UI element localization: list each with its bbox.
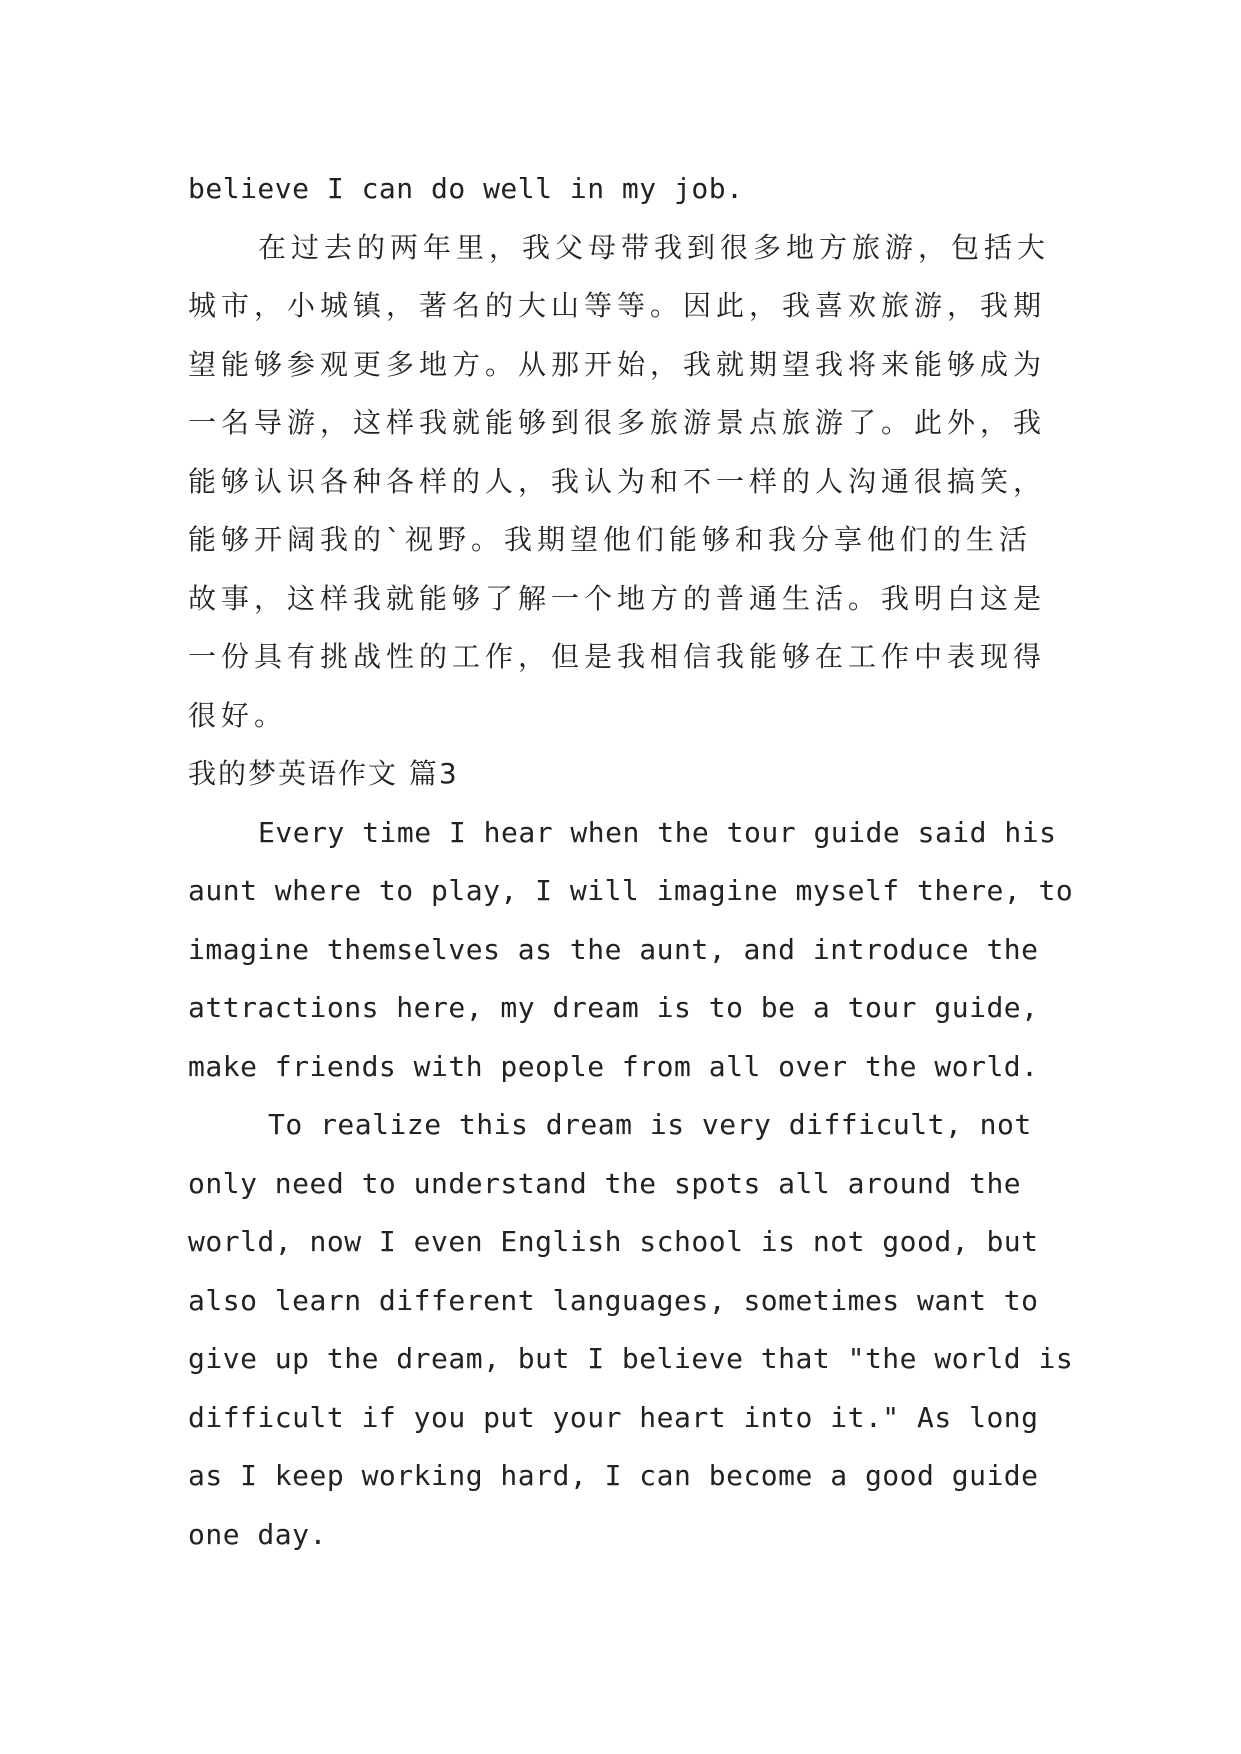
text-line: 故事，这样我就能够了解一个地方的普通生活。我明白这是 <box>188 581 1047 615</box>
section-heading: 我的梦英语作文 篇3 <box>188 757 459 790</box>
text-line: attractions here, my dream is to be a tour guide, <box>188 991 1039 1024</box>
text-line: 望能够参观更多地方。从那开始，我就期望我将来能够成为 <box>188 347 1047 381</box>
text-line: difficult if you put your heart into it." As long <box>188 1400 1039 1434</box>
text-line: make friends with people from all over the world. <box>188 1049 1039 1083</box>
text-line: only need to understand the spots all around the <box>188 1166 1022 1200</box>
text-line: 很好。 <box>188 698 288 732</box>
text-line: give up the dream, but I believe that "the world is <box>188 1342 1074 1375</box>
text-line: 在过去的两年里，我父母带我到很多地方旅游，包括大 <box>258 230 1051 264</box>
text-line: 一份具有挑战性的工作，但是我相信我能够在工作中表现得 <box>188 640 1047 673</box>
text-line: 一名导游，这样我就能够到很多旅游景点旅游了。此外，我 <box>188 406 1047 439</box>
text-line: imagine themselves as the aunt, and introduce the <box>188 932 1039 966</box>
text-line: believe I can do well in my job. <box>188 172 744 205</box>
text-line: To realize this dream is very difficult, not <box>268 1108 1032 1141</box>
text-line: also learn different languages, sometimes want to <box>188 1283 1039 1317</box>
text-line: 城市，小城镇，著名的大山等等。因此，我喜欢旅游，我期 <box>188 289 1047 322</box>
text-line: 能够认识各种各样的人，我认为和不一样的人沟通很搞笑， <box>188 464 1047 498</box>
text-line: Every time I hear when the tour guide said his <box>258 815 1057 849</box>
text-line: one day. <box>188 1517 327 1551</box>
text-line: as I keep working hard, I can become a good guide <box>188 1459 1039 1492</box>
text-line: world, now I even English school is not good, but <box>188 1225 1039 1258</box>
text-line: aunt where to play, I will imagine myself there, to <box>188 874 1074 907</box>
text-line: 能够开阔我的`视野。我期望他们能够和我分享他们的生活 <box>188 523 1033 556</box>
document-page <box>188 160 1074 1564</box>
